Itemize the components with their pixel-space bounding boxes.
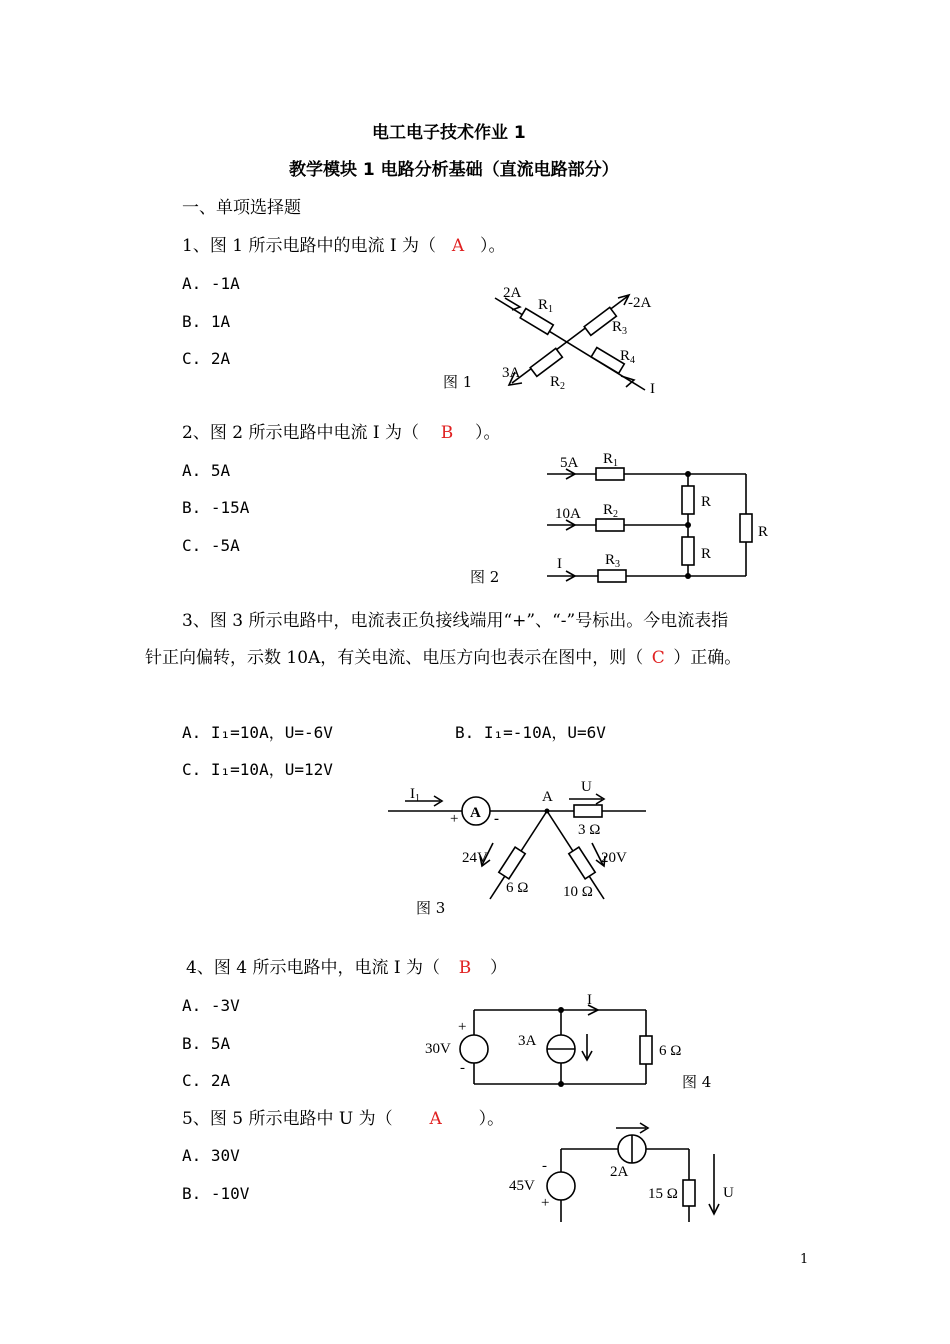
fig5-label-minus: - (542, 1158, 547, 1174)
fig4-label-plus: + (458, 1019, 467, 1035)
q3-option-c: C. I₁=10A，U=12V (182, 760, 333, 779)
document-title: 电工电子技术作业 1 (372, 123, 526, 143)
fig1-label-m2a: -2A (628, 295, 652, 311)
q4-option-c: C. 2A (182, 1071, 231, 1090)
fig2-label-r3: $R_3$ (605, 552, 621, 570)
question-5-close: ）。 (478, 1109, 505, 1129)
fig2-label-r2: $R_2$ (603, 502, 619, 520)
q1-option-a: A. -1A (182, 274, 240, 293)
question-2-answer: B (440, 423, 454, 443)
question-2-close: ）。 (474, 423, 501, 443)
q4-option-b: B. 5A (182, 1034, 231, 1053)
q5-option-a: A. 30V (182, 1146, 240, 1165)
fig3-label-20v: 20V (601, 850, 627, 866)
question-1-close: ）。 (479, 236, 506, 256)
fig1-label-r3: $R_3$ (612, 319, 628, 337)
q4-option-a: A. -3V (182, 996, 240, 1015)
fig1-label-r2: $R_2$ (550, 374, 566, 392)
fig2-label-r-right: R (758, 524, 769, 540)
fig3-label-plus: + (450, 811, 459, 827)
fig3-label-3ohm: 3 Ω (578, 822, 601, 838)
question-5-text: 5、图 5 所示电路中 U 为（ (182, 1109, 393, 1129)
q2-option-c: C. -5A (182, 536, 240, 555)
fig1-label-r4: $R_4$ (620, 348, 636, 366)
fig3-label-minus: - (494, 811, 499, 827)
document-subtitle: 教学模块 1 电路分析基础（直流电路部分） (289, 160, 619, 180)
q1-option-b: B. 1A (182, 312, 231, 331)
q3-option-a: A. I₁=10A，U=-6V (182, 723, 333, 742)
fig5-r15 (683, 1180, 695, 1206)
fig2-label-i: I (557, 556, 562, 572)
fig2-label-5a: 5A (560, 455, 579, 471)
q3-option-b: B. I₁=-10A，U=6V (455, 723, 606, 742)
q5-option-b: B. -10V (182, 1184, 250, 1203)
figure-3-caption: 图 3 (416, 899, 446, 917)
fig3-ammeter-label: A (470, 805, 481, 821)
page-number: 1 (800, 1252, 809, 1267)
fig2-label-r-lower: R (701, 546, 712, 562)
question-2-text: 2、图 2 所示电路中电流 I 为（ (182, 423, 419, 443)
fig3-label-6ohm: 6 Ω (506, 880, 529, 896)
fig4-label-30v: 30V (425, 1041, 451, 1057)
figure-2-caption: 图 2 (470, 568, 500, 586)
question-1-answer: A (451, 236, 465, 256)
figure-1-caption: 图 1 (443, 373, 473, 391)
fig4-label-6ohm: 6 Ω (659, 1043, 682, 1059)
fig2-label-r-upper: R (701, 494, 712, 510)
question-3-line-1: 3、图 3 所示电路中，电流表正负接线端用“+”、“-”号标出。今电流表指 (182, 611, 729, 631)
q1-option-c: C. 2A (182, 349, 231, 368)
question-1-text: 1、图 1 所示电路中的电流 I 为（ (182, 236, 436, 256)
fig5-label-u: U (723, 1185, 734, 1201)
q2-option-a: A. 5A (182, 461, 231, 480)
question-4-text: 4、图 4 所示电路中，电流 I 为（ (186, 958, 440, 978)
fig1-label-3a: 3A (502, 365, 521, 381)
figure-4-caption: 图 4 (682, 1073, 712, 1091)
fig5-label-plus: + (541, 1195, 550, 1211)
fig5-voltage-source-icon (547, 1172, 575, 1200)
question-3-answer: C (651, 648, 665, 668)
fig4-label-i: I (587, 992, 592, 1008)
fig2-label-10a: 10A (555, 506, 581, 522)
fig4-label-3a: 3A (518, 1033, 537, 1049)
section-heading: 一、单项选择题 (182, 198, 301, 218)
question-4-close: ） (489, 958, 507, 978)
fig2-label-r1: $R_1$ (603, 451, 619, 469)
fig3-label-10ohm: 10 Ω (563, 884, 593, 900)
fig1-label-i: I (650, 381, 655, 397)
question-5-answer: A (429, 1109, 442, 1129)
q2-option-b: B. -15A (182, 498, 250, 517)
fig3-label-i1: $I_1$ (410, 786, 420, 804)
fig3-label-node-a: A (542, 789, 553, 805)
fig1-label-r1: $R_1$ (538, 297, 554, 315)
fig4-label-minus: - (460, 1060, 465, 1076)
fig5-label-15ohm: 15 Ω (648, 1186, 678, 1202)
question-4-answer: B (458, 958, 472, 978)
fig3-label-u: U (581, 779, 592, 795)
fig1-label-2a: 2A (503, 285, 522, 301)
question-3-close: ）正确。 (673, 648, 742, 668)
fig5-label-2a: 2A (610, 1164, 629, 1180)
fig3-label-24v: 24V (462, 850, 488, 866)
fig5-label-45v: 45V (509, 1178, 535, 1194)
question-3-text: 针正向偏转，示数 10A，有关电流、电压方向也表示在图中，则（ (145, 648, 644, 668)
